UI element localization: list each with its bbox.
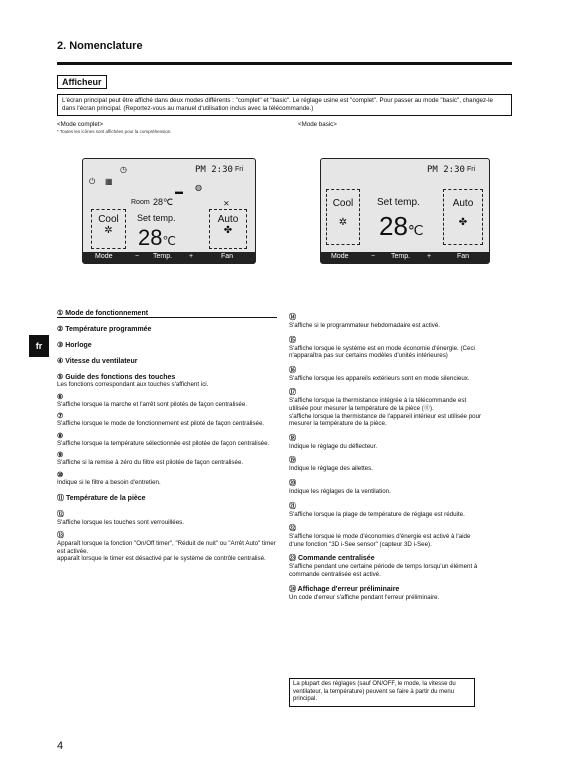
right-n-16: ⑯ xyxy=(289,366,296,374)
mode-button-label: Mode xyxy=(95,253,113,260)
page-number: 4 xyxy=(57,740,64,752)
basic-mode-button-label: Mode xyxy=(331,253,349,260)
minus-icon: − xyxy=(135,253,140,260)
right-d-17: S'affiche lorsque la thermistance intégrée à la télécommande est utilisée pour mesurer la température de la pièce (⑪). xyxy=(289,397,467,412)
mode-text: Cool xyxy=(98,214,119,225)
section-title: Afficheur xyxy=(57,75,107,89)
fan-button-label: Fan xyxy=(221,253,234,260)
thermistor-icon: ▬ xyxy=(175,187,183,196)
title-rule xyxy=(57,62,512,65)
basic-day: Fri xyxy=(467,166,476,173)
right-d-15: S'affiche lorsque le système est en mode économie d'énergie. (Ceci n'apparaîtra pas sur certains modèles d'unités intérieures) xyxy=(289,344,475,360)
ventilation-icon: ⨯ xyxy=(223,199,230,208)
right-n-15: ⑮ xyxy=(289,336,296,344)
right-d-24: Un code d'erreur s'affiche pendant l'erreur préliminaire. xyxy=(289,593,440,601)
right-d-17b: s'affiche lorsque la thermistance de l'appareil intérieur est utilisée pour mesurer la température de la pièce. xyxy=(289,412,482,428)
room-temp: 28℃ xyxy=(153,197,174,207)
full-note: * Toutes les icônes sont affichées pour la compréhension. xyxy=(57,129,172,134)
basic-fan-text: Auto xyxy=(452,198,474,209)
left-n-6: ⑥ xyxy=(57,393,64,401)
right-d-22: S'affiche lorsque le mode d'économies d'énergie est activé à l'aide d'une fonction "3D i-See sensor" (capteur 3D i-See). xyxy=(289,533,471,548)
basic-plus-icon: + xyxy=(427,253,432,260)
fan-text: Auto xyxy=(217,214,239,225)
left-d-7: S'affiche lorsque le mode de fonctionnement est piloté de façon centralisée. xyxy=(57,420,265,428)
left-n-13: ⑬ xyxy=(57,532,64,540)
left-n-7: ⑦ xyxy=(57,413,64,421)
basic-fan-button-label: Fan xyxy=(457,253,470,260)
right-h-23: ㉓ Commande centralisée xyxy=(289,555,375,563)
room-label: Room xyxy=(131,199,150,206)
right-d-18: Indique le réglage du déflecteur. xyxy=(289,442,378,450)
right-n-22: ㉒ xyxy=(289,525,296,533)
filter-icon: ▦ xyxy=(105,177,113,186)
left-d-10: Indique si le filtre a besoin d'entretien. xyxy=(57,478,161,486)
basic-unit: ℃ xyxy=(407,222,424,238)
basic-value: 28 xyxy=(379,211,408,241)
right-n-21: ㉑ xyxy=(289,502,296,510)
right-n-19: ⑲ xyxy=(289,457,296,465)
plus-icon: + xyxy=(189,253,194,260)
right-d-23: S'affiche pendant une certaine période de temps lorsqu'un élément à commande centralisée est activé. xyxy=(289,563,478,578)
right-h-24: ㉔ Affichage d'erreur préliminaire xyxy=(289,585,400,593)
fan-icon: ✤ xyxy=(223,225,233,236)
left-n-12: ⑫ xyxy=(57,510,64,518)
language-tab: fr xyxy=(29,335,49,357)
left-h-4: ④ Vitesse du ventilateur xyxy=(57,358,138,365)
page-title: 2. Nomenclature xyxy=(57,40,143,52)
basic-mode-area xyxy=(326,189,360,245)
right-n-20: ⑳ xyxy=(289,479,296,487)
left-d-5: Les fonctions correspondant aux touches s'affichent ici. xyxy=(57,381,209,388)
day: Fri xyxy=(235,166,244,173)
left-h-5: ⑤ Guide des fonctions des touches xyxy=(57,374,176,381)
left-h-2: ② Température programmée xyxy=(57,326,152,333)
left-n-10: ⑩ xyxy=(57,471,64,479)
right-d-21: S'affiche lorsque la plage de température de réglage est réduite. xyxy=(289,510,465,518)
basic-fan-area xyxy=(443,189,483,245)
basic-mode-text: Cool xyxy=(332,198,354,209)
left-n-8: ⑧ xyxy=(57,432,64,440)
mode-area xyxy=(91,209,126,249)
right-d-20: Indique les réglages de la ventilation. xyxy=(289,487,391,495)
left-h-3: ③ Horloge xyxy=(57,342,92,349)
basic-button-bar xyxy=(321,252,489,263)
temp-button-label: Temp. xyxy=(153,253,173,260)
right-n-18: ⑱ xyxy=(289,434,296,442)
basic-set-label: Set temp. xyxy=(377,197,420,208)
clock: PM 2:30 xyxy=(195,165,233,175)
right-n-14: ⑭ xyxy=(289,314,296,321)
right-d-16: S'affiche lorsque les appareils extérieurs sont en mode silencieux. xyxy=(289,374,470,382)
left-d-12: S'affiche lorsque les touches sont verrouillées. xyxy=(57,518,184,526)
fan-area xyxy=(209,209,247,249)
basic-minus-icon: − xyxy=(371,253,376,260)
set-temp-label: Set temp. xyxy=(137,213,176,223)
basic-fan-icon: ✤ xyxy=(458,217,468,228)
left-h-11: ⑪ Température de la pièce xyxy=(57,494,146,502)
left-n-9: ⑨ xyxy=(57,452,64,460)
basic-caption: <Mode basic> xyxy=(298,121,337,128)
central-onoff-icon: ⏻ xyxy=(89,177,96,186)
left-d-8: S'affiche lorsque la température sélectionnée est pilotée de façon centralisée. xyxy=(57,439,270,447)
timer-icon: ◷ xyxy=(120,165,127,174)
lcd-basic xyxy=(320,158,490,264)
set-unit: ℃ xyxy=(162,234,176,248)
set-temp-value xyxy=(138,225,176,251)
set-value: 28 xyxy=(138,225,163,250)
right-d-14: S'affiche si le programmateur hebdomadaire est activé. xyxy=(289,322,441,329)
left-column xyxy=(57,309,277,563)
right-column xyxy=(289,312,487,601)
left-d-9: S'affiche si la remise à zéro du filtre est pilotée de façon centralisée. xyxy=(57,459,244,467)
basic-temp-button-label: Temp. xyxy=(391,253,411,260)
right-d-19: Indique le réglage des ailettes. xyxy=(289,465,373,473)
cool-icon: ✲ xyxy=(104,225,113,236)
left-h-1: ① Mode de fonctionnement xyxy=(57,310,149,317)
left-d-13: Apparaît lorsque la fonction "On/Off timer", "Réduit de nuit" ou "Arrêt Auto" timer est activée. xyxy=(57,540,276,555)
full-caption: <Mode complet> xyxy=(57,121,104,128)
intro-text: L'écran principal peut être affiché dans deux modes différents : "complet" et "basic". Le réglage usine est "complet". Pour passer au mode "basic", changez-le dans l'écran principal. (Reportez-vous au manuel d'utilisation inclus avec la télécommande.) xyxy=(57,94,512,116)
left-d-13b: apparaît lorsque le timer est désactivé par le système de contrôle centralisé. xyxy=(57,555,266,563)
basic-cool-icon: ✲ xyxy=(338,217,348,228)
note-box: La plupart des réglages (sauf ON/OFF, le mode, la vitesse du ventilateur, la température) peuvent se faire à partir du menu principal. xyxy=(289,678,475,707)
button-bar xyxy=(83,252,255,263)
basic-clock: PM 2:30 xyxy=(427,165,465,175)
sensor-icon: ◍ xyxy=(195,183,202,192)
right-n-17: ⑰ xyxy=(289,389,296,397)
left-d-6: S'affiche lorsque la marche et l'arrêt sont pilotés de façon centralisée. xyxy=(57,400,248,408)
lcd-full xyxy=(82,158,256,264)
basic-set-value xyxy=(379,211,424,242)
